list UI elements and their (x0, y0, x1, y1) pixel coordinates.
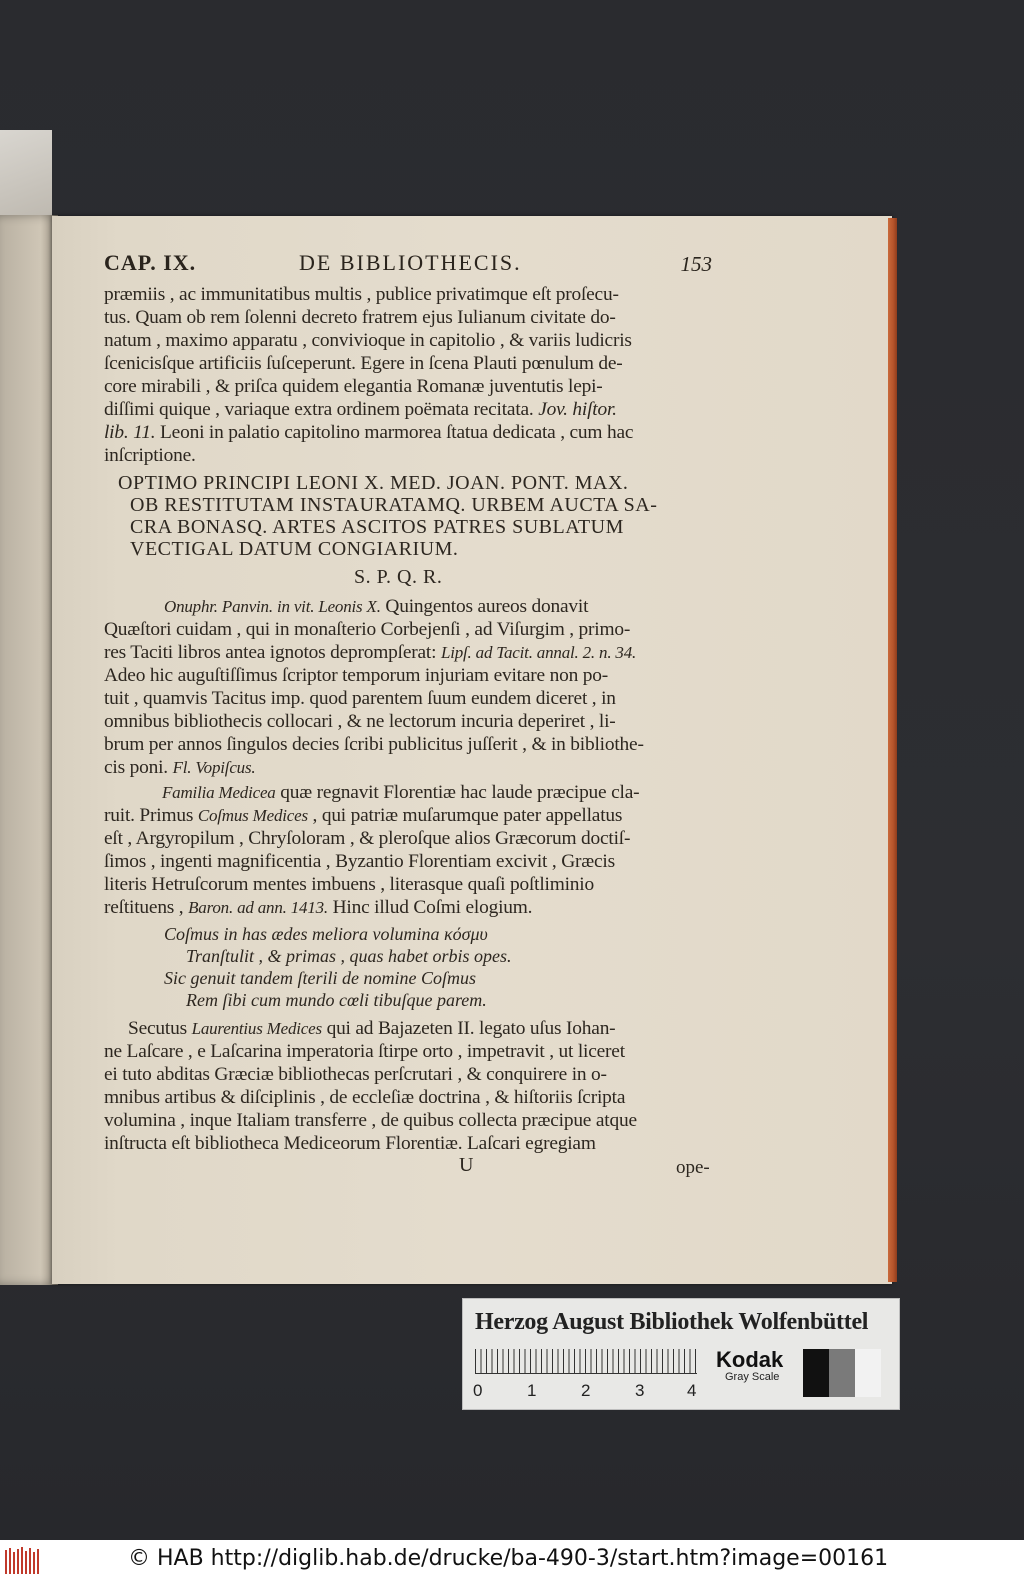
left-page-edge (0, 215, 58, 1285)
kodak-color-card (462, 1298, 900, 1410)
text-line: cis poni. Fl. Vopiſcus. (104, 757, 256, 778)
text-line: ne Laſcare , e Laſcarina imperatoria ſtirpe orto , impetravit , ut liceret (104, 1041, 625, 1062)
text-line: reſtituens , Baron. ad ann. 1413. Hinc illud Coſmi elogium. (104, 897, 533, 918)
citation: Familia Medicea (162, 783, 276, 802)
citation: Jov. hiſtor. (538, 399, 617, 420)
citation: Lipſ. ad Tacit. annal. 2. n. 34. (440, 643, 637, 662)
text-line: ruit. Primus Coſmus Medices , qui patriæ muſarumque pater appellatus (104, 805, 623, 826)
citation: lib. 11. (104, 422, 156, 443)
ruler-scale (475, 1349, 697, 1374)
text-line: Secutus Laurentius Medices qui ad Bajazeten II. legato uſus Iohan- (128, 1018, 616, 1039)
gray-scale-label: Gray Scale (725, 1371, 780, 1383)
kodak-brand: Kodak (716, 1347, 784, 1372)
red-page-edge (888, 218, 897, 1282)
text-line: mnibus artibus & diſciplinis , de eccleſiæ doctrina , & hiſtoriis ſcripta (104, 1087, 626, 1108)
verse-line: Rem ſibi cum mundo cœli tibuſque parem. (186, 990, 487, 1010)
text-line: Familia Medicea quæ regnavit Florentiæ hac laude præcipue cla- (162, 782, 640, 803)
text-line: inſcriptione. (104, 445, 196, 466)
text-line: lib. 11. Leoni in palatio capitolino marmorea ſtatua dedicata , cum hac (104, 422, 634, 443)
citation: Coſmus Medices (197, 806, 308, 825)
inscription-line: CRA BONASQ. ARTES ASCITOS PATRES SUBLATUM (130, 516, 624, 538)
inscription-line: OB RESTITUTAM INSTAURATAMQ. URBEM AUCTA SA- (130, 494, 658, 516)
scale-number: 0 (473, 1381, 483, 1400)
text-line: præmiis , ac immunitatibus multis , publice privatimque eſt proſecu- (104, 284, 619, 305)
text-line: omnibus bibliothecis collocari , & ne lectorum incuria deperiret , li- (104, 711, 616, 732)
text-line: ſimos , ingenti magnificentia , Byzantio Florentiam excivit , Græcis (104, 851, 615, 872)
text-line: Quæſtori cuidam , qui in monaſterio Corbejenſi , ad Viſurgim , primo- (104, 619, 631, 640)
text-line: tus. Quam ob rem ſolenni decreto fratrem ejus Iulianum civitate do- (104, 307, 616, 328)
text-line: inſtructa eſt bibliotheca Mediceorum Florentiæ. Laſcari egregiam (104, 1133, 596, 1154)
text-line: core mirabili , & priſca quidem elegantia Romanæ juventutis lepi- (104, 376, 603, 397)
text-line: natum , maximo apparatu , convivioque in capitolio , & variis ludicris (104, 330, 632, 351)
text-line: diſſimi quique , variaque extra ordinem poëmata recitata. Jov. hiſtor. (104, 399, 617, 420)
scale-number: 2 (581, 1381, 591, 1400)
text-line: volumina , inque Italiam transferre , de quibus collecta præcipue atque (104, 1110, 637, 1131)
library-name: Herzog August Bibliothek Wolfenbüttel (475, 1309, 869, 1335)
inscription-line: VECTIGAL DATUM CONGIARIUM. (130, 538, 459, 560)
book-title-heading: DE BIBLIOTHECIS. (299, 250, 522, 275)
left-leaf-corner (0, 130, 52, 220)
text-line: ſcenicisſque artificiis ſuſceperunt. Egere in ſcena Plauti pœnulum de- (104, 353, 623, 374)
citation: Fl. Vopiſcus. (172, 758, 256, 777)
running-head (104, 250, 712, 280)
catchword: ope- (676, 1157, 710, 1178)
inscription-line: OPTIMO PRINCIPI LEONI X. MED. JOAN. PONT. MAX. (118, 472, 629, 494)
text-line: ei tuto abditas Græciæ bibliothecas perſcrutari , & conquirere in o- (104, 1064, 607, 1085)
citation: Onuphr. Panvin. in vit. Leonis X. (164, 597, 381, 616)
gray-swatch-mid (829, 1349, 855, 1397)
signature-mark: U (459, 1154, 474, 1176)
scale-number: 3 (635, 1381, 645, 1400)
text-line: literis Hetruſcorum mentes imbuens , literasque quaſi poſtliminio (104, 874, 594, 895)
page-number: 153 (680, 252, 712, 276)
hab-logo-icon (4, 1546, 42, 1576)
copyright-url[interactable]: © HAB http://diglib.hab.de/drucke/ba-490-3/start.htm?image=00161 (128, 1546, 889, 1571)
verse-line: Tranſtulit , & primas , quas habet orbis opes. (186, 946, 512, 966)
text-line: eſt , Argyropilum , Chryſoloram , & pleroſque alios Græcorum doctiſ- (104, 828, 631, 849)
text-line: res Taciti libros antea ignotos deprompſerat: Lipſ. ad Tacit. annal. 2. n. 34. (104, 642, 637, 663)
citation: Baron. ad ann. 1413. (188, 898, 328, 917)
gray-swatch-black (803, 1349, 829, 1397)
chapter-heading: CAP. IX. (104, 250, 197, 275)
citation: Laurentius Medices (191, 1019, 322, 1038)
text-line: Onuphr. Panvin. in vit. Leonis X. Quingentos aureos donavit (164, 596, 589, 617)
scale-number: 1 (527, 1381, 537, 1400)
verse-line: Coſmus in has ædes meliora volumina κόσμυ (164, 924, 488, 944)
scale-number: 4 (687, 1381, 697, 1400)
gray-swatch-white (855, 1349, 881, 1397)
text-line: Adeo hic auguſtiſſimus ſcriptor temporum injuriam evitare non po- (104, 665, 608, 686)
text-line: brum per annos ſingulos decies ſcribi publicitus juſſerit , & in bibliothe- (104, 734, 644, 755)
text-line: tuit , quamvis Tacitus imp. quod parentem ſuum eundem diceret , in (104, 688, 616, 709)
spqr-line: S. P. Q. R. (354, 566, 443, 588)
verse-line: Sic genuit tandem ſterili de nomine Coſmus (164, 968, 476, 988)
footer-bar (0, 1540, 1024, 1582)
